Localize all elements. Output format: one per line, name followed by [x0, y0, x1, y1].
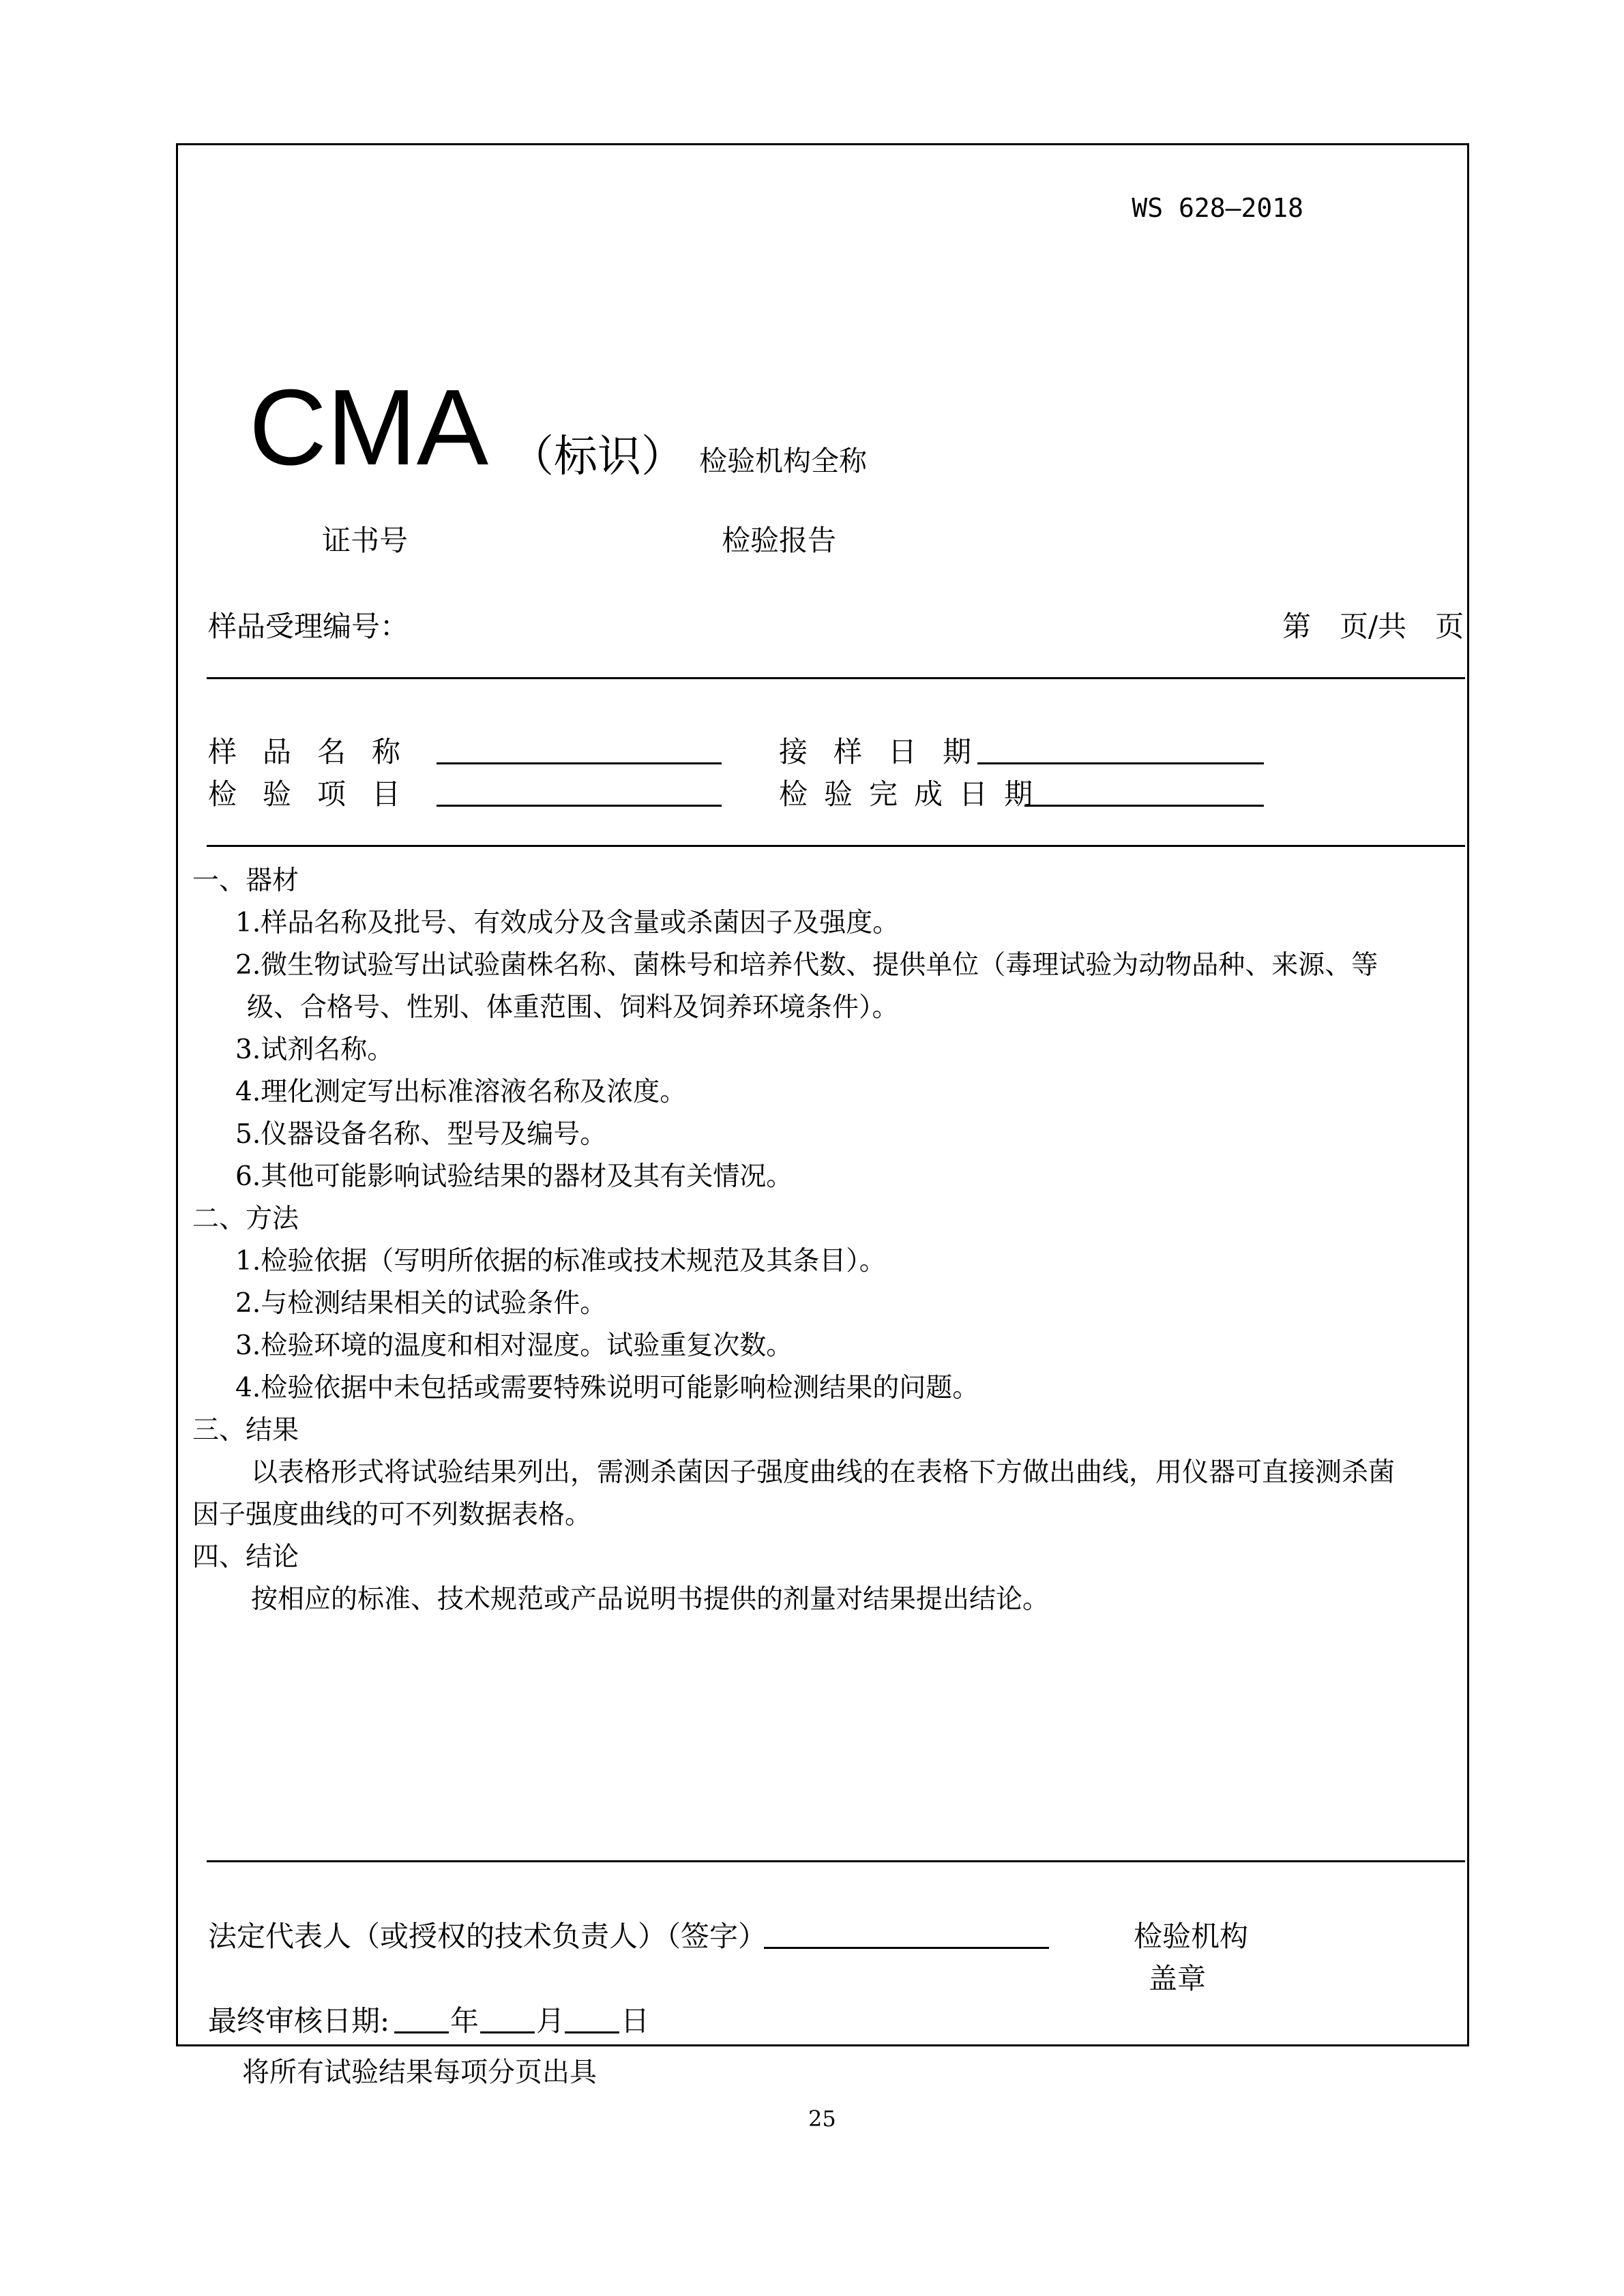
page-number: 25 [808, 2106, 836, 2132]
cma-mark: （标识） [510, 432, 685, 482]
paragraph-line: 按相应的标准、技术规范或产品说明书提供的剂量对结果提出结论。 [251, 1584, 1050, 1615]
seal-label: 盖章 [1149, 1962, 1207, 1995]
sample-name-field[interactable] [437, 762, 722, 764]
divider-fields [207, 845, 1465, 847]
divider-bottom [207, 1860, 1465, 1862]
sample-name-label: 样品名称 [208, 735, 427, 769]
list-item: 4.理化测定写出标准溶液名称及浓度。 [235, 1077, 687, 1107]
list-item: 3.试剂名称。 [235, 1034, 394, 1065]
certificate-no-label: 证书号 [322, 524, 409, 557]
rep-signature-field[interactable] [764, 1947, 1049, 1949]
review-date-label: 最终审核日期: [208, 2004, 390, 2038]
test-item-field[interactable] [437, 805, 722, 807]
paragraph-line: 因子强度曲线的可不列数据表格。 [192, 1500, 592, 1530]
list-item: 1.样品名称及批号、有效成分及含量或杀菌因子及强度。 [235, 908, 900, 938]
test-item-label: 检验项目 [208, 777, 427, 811]
review-year-field[interactable] [394, 2031, 449, 2033]
org-label: 检验机构 [1134, 1920, 1249, 1953]
section-title-method: 二、方法 [192, 1204, 299, 1234]
finish-date-field[interactable] [1024, 805, 1264, 807]
review-month-field[interactable] [480, 2031, 535, 2033]
list-item: 2.与检测结果相关的试验条件。 [235, 1288, 607, 1319]
org-full-name: 检验机构全称 [699, 445, 867, 477]
sample-accept-no-label: 样品受理编号： [208, 610, 409, 643]
list-item: 级、合格号、性别、体重范围、饲料及饲养环境条件）。 [247, 992, 899, 1023]
list-item: 3.检验环境的温度和相对湿度。试验重复次数。 [235, 1330, 793, 1361]
report-title: 检验报告 [722, 524, 837, 557]
month-label: 月 [536, 2004, 565, 2038]
year-label: 年 [450, 2004, 479, 2038]
list-item: 4.检验依据中未包括或需要特殊说明可能影响检测结果的问题。 [235, 1373, 979, 1403]
divider-top [207, 677, 1465, 679]
section-title-equipment: 一、器材 [192, 865, 299, 896]
list-item: 1.检验依据（写明所依据的标准或技术规范及其条目）。 [235, 1246, 886, 1277]
list-item: 5.仪器设备名称、型号及编号。 [235, 1119, 607, 1150]
finish-date-label: 检验完成日期 [779, 777, 1050, 811]
section-title-conclusion: 四、结论 [192, 1542, 299, 1572]
receive-date-label: 接样日期 [779, 735, 998, 769]
page-label: 第 页/共 页 [1282, 610, 1464, 643]
day-label: 日 [621, 2004, 650, 2038]
rep-signature-label: 法定代表人（或授权的技术负责人）（签字） [208, 1920, 767, 1953]
receive-date-field[interactable] [977, 762, 1264, 764]
list-item: 2.微生物试验写出试验菌株名称、菌株号和培养代数、提供单位（毒理试验为动物品种、来源、等 [235, 950, 1378, 981]
paragraph-line: 以表格形式将试验结果列出，需测杀菌因子强度曲线的在表格下方做出曲线，用仪器可直接测杀菌 [251, 1457, 1396, 1488]
list-item: 6.其他可能影响试验结果的器材及其有关情况。 [235, 1161, 793, 1192]
cma-logo: CMA [249, 368, 489, 488]
review-day-field[interactable] [565, 2031, 619, 2033]
section-title-result: 三、结果 [192, 1415, 299, 1446]
footer-note: 将所有试验结果每项分页出具 [242, 2057, 597, 2088]
standard-code: WS 628—2018 [1132, 193, 1303, 223]
